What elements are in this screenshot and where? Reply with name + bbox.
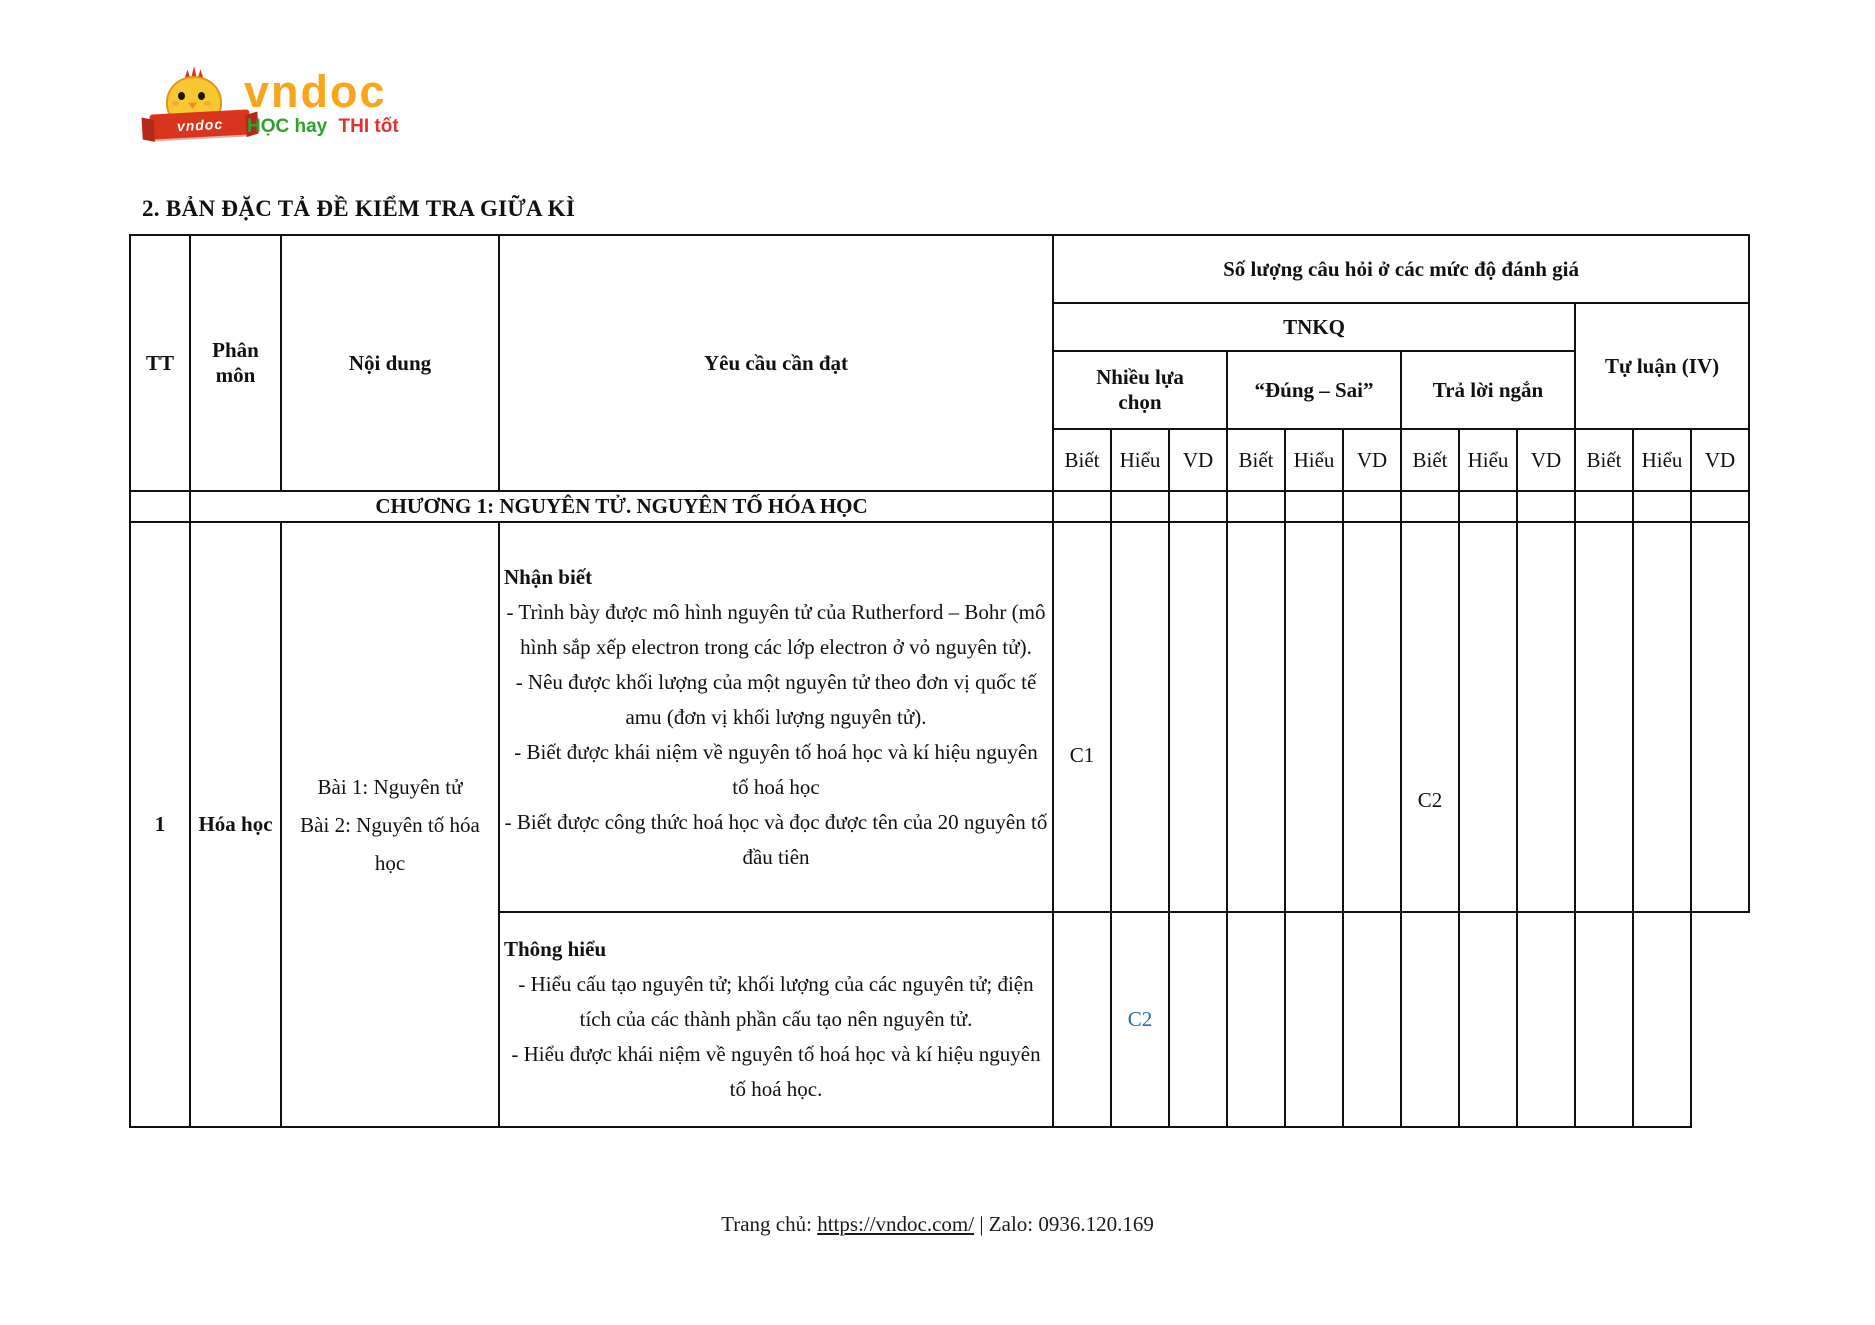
header-so-luong: Số lượng câu hỏi ở các mức độ đánh giá [1053,235,1749,303]
req-bullet: - Biết được công thức hoá học và đọc được tên của 20 nguyên tố đầu tiên [504,809,1048,869]
empty-cell [1401,912,1459,1127]
header-noi-dung: Nội dung [281,235,499,491]
logo-brand-text: vndoc [244,66,387,117]
empty-cell [1401,491,1459,522]
mark-cell-c2-black [1401,522,1459,912]
empty-cell [1633,522,1691,912]
chick-eye-left [178,92,185,100]
empty-cell [1459,522,1517,912]
level-hieu: Hiểu [1633,429,1691,491]
empty-cell [1169,522,1227,912]
empty-cell [1517,491,1575,522]
req-nhan-biet-cell [499,522,1053,912]
empty-cell [1343,522,1401,912]
empty-cell [1633,491,1691,522]
empty-cell [1343,912,1401,1127]
header-tnkq: TNKQ [1053,303,1575,351]
level-biet: Biết [1227,429,1285,491]
mark-c2-black: C2 [1417,787,1443,812]
page-title: 2. BẢN ĐẶC TẢ ĐỀ KIỂM TRA GIỮA KÌ [142,196,576,221]
empty-cell [1459,491,1517,522]
empty-cell [1053,912,1111,1127]
homepage-link[interactable]: https://vndoc.com/ [817,1212,975,1236]
req-section-title: Thông hiểu [504,937,607,961]
empty-cell [1111,491,1169,522]
chick-eye-right [198,92,205,100]
logo-tagline-red: THI tốt [338,116,399,137]
row-phan-mon: Hóa học [190,522,281,1127]
empty-cell [1111,522,1169,912]
spec-table [129,234,1750,1128]
row-noi-dung [281,522,499,1127]
level-vd: VD [1343,429,1401,491]
level-biet: Biết [1575,429,1633,491]
chick-cheek-left [172,101,179,106]
level-vd: VD [1517,429,1575,491]
req-section-title: Nhận biết [504,564,593,589]
header-tt: TT [130,235,190,491]
empty-cell [1227,491,1285,522]
page-footer [0,1212,1875,1237]
row-tt: 1 [130,522,190,1127]
vndoc-logo [148,64,408,148]
level-vd: VD [1169,429,1227,491]
empty-cell [1575,912,1633,1127]
req-thong-hieu-cell [499,912,1053,1127]
empty-cell [1691,522,1749,912]
empty-cell [1633,912,1691,1127]
empty-cell [1053,491,1111,522]
req-bullet: - Hiểu cấu tạo nguyên tử; khối lượng của các nguyên tử; điện tích của các thành phần cấu tạo nên nguyên tử. [518,972,1034,1031]
header-tu-luan: Tự luận (IV) [1575,303,1749,429]
header-yeu-cau: Yêu cầu cần đạt [499,235,1053,491]
header-group-nhieu-lua-chon [1053,351,1227,429]
empty-cell [1227,912,1285,1127]
level-hieu: Hiểu [1459,429,1517,491]
mark-cell-c2-blue [1111,912,1169,1127]
empty-cell [1691,491,1749,522]
footer-prefix: Trang chủ: [721,1212,818,1236]
empty-cell [1517,522,1575,912]
header-group-nhieu-lua-chon-label: Nhiều lựa chọn [1096,365,1184,414]
mark-cell-c1 [1053,522,1111,912]
header-group-tra-loi-ngan: Trả lời ngắn [1401,351,1575,429]
req-bullet: - Trình bày được mô hình nguyên tử của Rutherford – Bohr (mô hình sắp xếp electron trong các lớp electron ở vỏ nguyên tử). [506,599,1046,659]
logo-tagline [247,116,399,138]
footer-suffix: | Zalo: 0936.120.169 [974,1212,1154,1236]
empty-cell [1575,522,1633,912]
level-hieu: Hiểu [1111,429,1169,491]
mark-c2-blue: C2 [1127,1007,1153,1031]
level-biet: Biết [1401,429,1459,491]
empty-cell [1459,912,1517,1127]
req-bullet: - Nêu được khối lượng của một nguyên tử theo đơn vị quốc tế amu (đơn vị khối lượng nguyên tử). [515,669,1037,729]
header-group-dung-sai: “Đúng – Sai” [1227,351,1401,429]
empty-cell [1169,491,1227,522]
chapter-tt-cell [130,491,190,522]
level-biet: Biết [1053,429,1111,491]
logo-tagline-green: HỌC hay [247,116,328,137]
empty-cell [1285,522,1343,912]
empty-cell [1343,491,1401,522]
noi-dung-line: Bài 2: Nguyên tố hóa học [300,812,480,875]
empty-cell [1285,912,1343,1127]
chapter-title: CHƯƠNG 1: NGUYÊN TỬ. NGUYÊN TỐ HÓA HỌC [190,491,1053,522]
noi-dung-line: Bài 1: Nguyên tử [317,774,463,799]
req-bullet: - Biết được khái niệm về nguyên tố hoá học và kí hiệu nguyên tố hoá học [514,739,1038,799]
logo-ribbon [149,109,250,139]
empty-cell [1517,912,1575,1127]
empty-cell [1285,491,1343,522]
header-phan-mon: Phân môn [190,235,281,491]
logo-ribbon-text: vndoc [176,115,224,134]
level-hieu: Hiểu [1285,429,1343,491]
empty-cell [1575,491,1633,522]
empty-cell [1169,912,1227,1127]
level-vd: VD [1691,429,1749,491]
mark-c1: C1 [1069,742,1095,767]
chick-cheek-right [204,101,211,106]
empty-cell [1227,522,1285,912]
req-bullet: - Hiểu được khái niệm về nguyên tố hoá học và kí hiệu nguyên tố hoá học. [511,1042,1041,1101]
